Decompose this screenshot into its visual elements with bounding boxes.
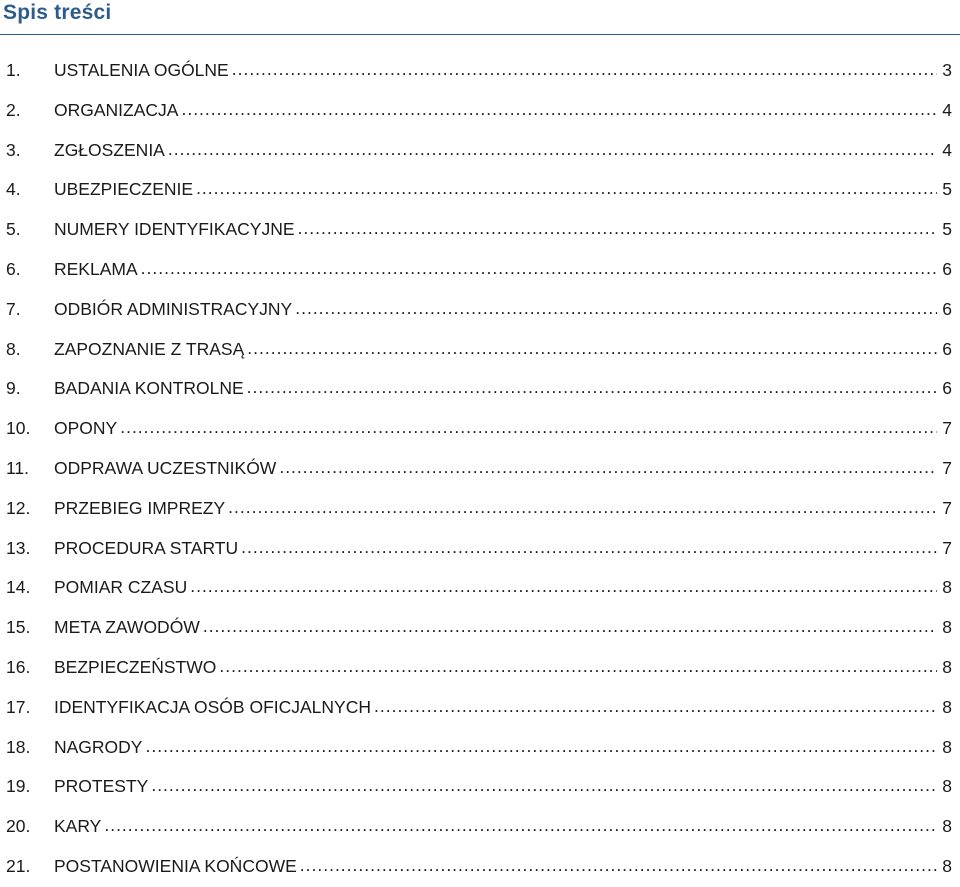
toc-entry-title[interactable]: NAGRODY	[54, 736, 143, 757]
toc-entry-page[interactable]: 8	[942, 736, 952, 757]
toc-dot-leader	[247, 368, 937, 408]
toc-entry[interactable]	[6, 210, 952, 250]
title-underline	[0, 34, 960, 35]
toc-entry[interactable]	[6, 847, 952, 887]
toc-entry-number: 9.	[6, 378, 21, 399]
toc-dot-leader	[190, 567, 937, 607]
toc-entry-page[interactable]: 6	[942, 378, 952, 399]
toc-dot-leader	[145, 727, 937, 767]
toc-entry-page[interactable]: 5	[942, 219, 952, 240]
toc-entry-page[interactable]: 8	[942, 656, 952, 677]
toc-entry[interactable]	[6, 131, 952, 171]
toc-entry-title[interactable]: PROCEDURA STARTU	[54, 537, 239, 558]
toc-entry-page[interactable]: 3	[942, 60, 952, 80]
toc-dot-leader	[295, 289, 937, 329]
toc-entry-title[interactable]: UBEZPIECZENIE	[54, 179, 194, 200]
toc-dot-leader	[247, 329, 937, 369]
toc-entry-number: 17.	[6, 696, 31, 717]
toc-entry-title[interactable]: BADANIA KONTROLNE	[54, 378, 244, 399]
toc-entry[interactable]	[6, 688, 952, 728]
toc-entry-title[interactable]: BEZPIECZEŃSTWO	[54, 656, 217, 677]
toc-entry-page[interactable]: 6	[942, 298, 952, 319]
toc-dot-leader	[141, 249, 937, 289]
toc-dot-leader	[181, 90, 937, 130]
toc-dot-leader	[151, 766, 937, 806]
toc-entry-page[interactable]: 4	[942, 139, 952, 160]
toc-dot-leader	[232, 50, 937, 90]
toc-entry-number: 15.	[6, 617, 31, 638]
toc-entry-page[interactable]: 8	[942, 816, 952, 837]
toc-dot-leader	[104, 806, 937, 846]
toc-entry-number: 16.	[6, 656, 31, 677]
toc-entry-title[interactable]: IDENTYFIKACJA OSÓB OFICJALNYCH	[54, 696, 371, 717]
toc-entry-title[interactable]: ODBIÓR ADMINISTRACYJNY	[54, 298, 293, 319]
toc-entry[interactable]	[6, 767, 952, 807]
toc-entry-number: 20.	[6, 816, 31, 837]
toc-entry-title[interactable]: ZGŁOSZENIA	[54, 139, 165, 160]
toc-entry-number: 18.	[6, 736, 31, 757]
toc-dot-leader	[279, 448, 937, 488]
toc-entry-title[interactable]: POMIAR CZASU	[54, 577, 188, 598]
toc-entry-page[interactable]: 8	[942, 855, 952, 876]
toc-entry-page[interactable]: 8	[942, 696, 952, 717]
toc-entry-number: 13.	[6, 537, 31, 558]
toc-entry-number: 6.	[6, 258, 21, 279]
toc-entry[interactable]	[6, 608, 952, 648]
toc-entry[interactable]	[6, 568, 952, 608]
toc-entry-number: 4.	[6, 179, 21, 200]
toc-entry[interactable]	[6, 290, 952, 330]
toc-entry[interactable]	[6, 529, 952, 569]
toc-entry-page[interactable]: 6	[942, 338, 952, 359]
toc-entry[interactable]	[6, 170, 952, 210]
toc-entry-page[interactable]: 7	[942, 418, 952, 439]
toc-dot-leader	[196, 169, 937, 209]
toc-dot-leader	[374, 687, 937, 727]
toc-entry-page[interactable]: 7	[942, 497, 952, 518]
toc-title: Spis treści	[3, 1, 112, 24]
toc-entry-title[interactable]: POSTANOWIENIA KOŃCOWE	[54, 855, 297, 876]
toc-entry-number: 7.	[6, 298, 21, 319]
toc-entry[interactable]	[6, 449, 952, 489]
toc-entry-number: 5.	[6, 219, 21, 240]
toc-entry[interactable]	[6, 489, 952, 529]
toc-entry[interactable]	[6, 91, 952, 131]
toc-entry[interactable]	[6, 728, 952, 768]
toc-entry-page[interactable]: 7	[942, 537, 952, 558]
toc-dot-leader	[219, 647, 937, 687]
toc-entry-title[interactable]: OPONY	[54, 418, 118, 439]
toc-dot-leader	[168, 130, 937, 170]
toc-entry-title[interactable]: ORGANIZACJA	[54, 99, 179, 120]
toc-entry[interactable]	[6, 51, 952, 91]
toc-dot-leader	[300, 846, 937, 886]
toc-entry-page[interactable]: 8	[942, 776, 952, 797]
toc-entry-number: 2.	[6, 99, 21, 120]
toc-dot-leader	[120, 408, 937, 448]
toc-entry-title[interactable]: META ZAWODÓW	[54, 617, 200, 638]
toc-entry-number: 10.	[6, 418, 31, 439]
toc-entry-number: 11.	[6, 457, 30, 478]
toc-entry-number: 14.	[6, 577, 31, 598]
toc-entry-page[interactable]: 5	[942, 179, 952, 200]
toc-entry-title[interactable]: USTALENIA OGÓLNE	[54, 60, 229, 80]
toc-entry-page[interactable]: 8	[942, 617, 952, 638]
toc-dot-leader	[228, 488, 937, 528]
toc-entry-title[interactable]: NUMERY IDENTYFIKACYJNE	[54, 219, 295, 240]
toc-entry-number: 12.	[6, 497, 31, 518]
toc-entry-page[interactable]: 4	[942, 99, 952, 120]
toc-entry-number: 3.	[6, 139, 21, 160]
toc-entry-title[interactable]: PRZEBIEG IMPREZY	[54, 497, 226, 518]
toc-entry-page[interactable]: 6	[942, 258, 952, 279]
toc-dot-leader	[298, 209, 937, 249]
toc-entry-title[interactable]: KARY	[54, 816, 102, 837]
toc-entry-page[interactable]: 8	[942, 577, 952, 598]
toc-dot-leader	[241, 528, 937, 568]
toc-entry[interactable]	[6, 369, 952, 409]
toc-entry-number: 21.	[6, 855, 31, 876]
toc-entry-number: 19.	[6, 776, 31, 797]
toc-entry-title[interactable]: ZAPOZNANIE Z TRASĄ	[54, 338, 245, 359]
toc-entry-number: 1.	[6, 60, 21, 80]
toc-entry[interactable]	[6, 807, 952, 847]
toc-entry-page[interactable]: 7	[942, 457, 952, 478]
toc-entry[interactable]	[6, 250, 952, 290]
toc-entry-title[interactable]: ODPRAWA UCZESTNIKÓW	[54, 457, 277, 478]
toc-entry[interactable]	[6, 648, 952, 688]
toc-entry[interactable]	[6, 409, 952, 449]
toc-entry-title[interactable]: PROTESTY	[54, 776, 149, 797]
toc-list	[6, 51, 952, 887]
toc-entry-title[interactable]: REKLAMA	[54, 258, 138, 279]
toc-entry[interactable]	[6, 330, 952, 370]
toc-dot-leader	[203, 607, 937, 647]
toc-entry-number: 8.	[6, 338, 21, 359]
